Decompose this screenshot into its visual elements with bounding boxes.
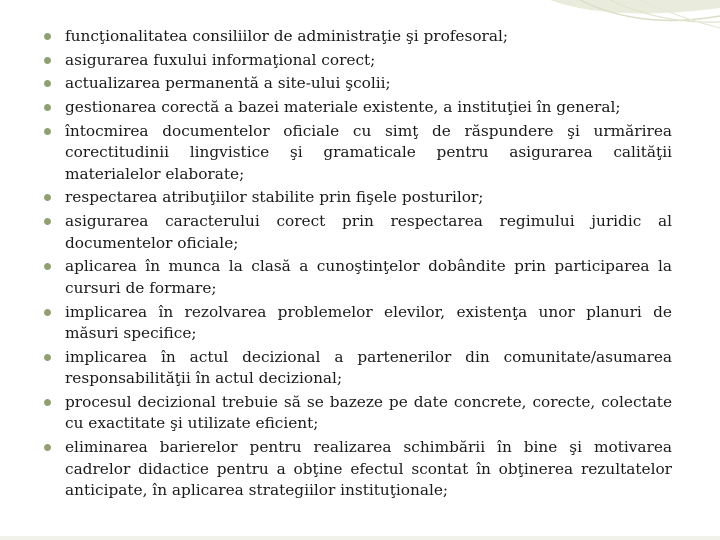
list-item-text: funcţionalitatea consiliilor de administraţie şi profesoral; — [65, 27, 509, 45]
list-item — [44, 26, 672, 48]
list-item — [44, 347, 672, 390]
bullet-dot-icon — [44, 263, 51, 270]
bullet-dot-icon — [44, 194, 51, 201]
list-item-text: întocmirea documentelor oficiale cu simţ de răspundere şi urmărirea corectitudinii lingvistice şi gramaticale pentru asigurarea calităţii materialelor elaborate; — [65, 121, 672, 183]
bullet-dot-icon — [44, 33, 51, 40]
bullet-dot-icon — [44, 354, 51, 361]
list-item-text: asigurarea fuxului informaţional corect; — [65, 50, 376, 69]
bullet-dot-icon — [44, 399, 51, 406]
bottom-band — [0, 536, 720, 540]
list-item-text: implicarea în rezolvarea problemelor elevilor, existenţa unor planuri de măsuri specifice; — [65, 302, 672, 342]
list-item-text: gestionarea corectă a bazei materiale existente, a instituţiei în general; — [65, 98, 621, 117]
list-item-text: implicarea în actul decizional a partenerilor din comunitate/asumarea responsabilităţii în actul decizional; — [65, 347, 672, 388]
list-item-text: actualizarea permanentă a site-ului şcolii; — [65, 74, 391, 93]
list-item — [44, 211, 672, 254]
list-item-text: eliminarea barierelor pentru realizarea schimbării în bine şi motivarea cadrelor didactice pentru a obţine efectul scontat în obţinerea rezultatelor anticipate, în aplicarea strategiilor instituţionale; — [65, 438, 672, 500]
bullet-list — [44, 26, 672, 504]
list-item — [44, 437, 672, 502]
bullet-dot-icon — [44, 57, 51, 64]
bullet-dot-icon — [44, 104, 51, 111]
list-item-text: asigurarea caracterului corect prin respectarea regimului juridic al documentelor oficiale; — [65, 212, 672, 252]
list-item-text: procesul decizional trebuie să se bazeze pe date concrete, corecte, colectate cu exactitate şi utilizate eficient; — [65, 392, 672, 433]
bullet-dot-icon — [44, 218, 51, 225]
list-item-text: respectarea atribuţiilor stabilite prin fişele posturilor; — [65, 188, 484, 207]
list-item — [44, 73, 672, 95]
list-item — [44, 97, 672, 119]
list-item — [44, 50, 672, 72]
list-item — [44, 187, 672, 209]
list-item — [44, 392, 672, 435]
list-item — [44, 256, 672, 299]
list-item — [44, 302, 672, 345]
list-item — [44, 121, 672, 186]
bullet-dot-icon — [44, 444, 51, 451]
list-item-text: aplicarea în munca la clasă a cunoştinţelor dobândite prin participarea la cursuri de formare; — [65, 257, 672, 297]
bullet-dot-icon — [44, 128, 51, 135]
bullet-dot-icon — [44, 80, 51, 87]
bullet-dot-icon — [44, 309, 51, 316]
